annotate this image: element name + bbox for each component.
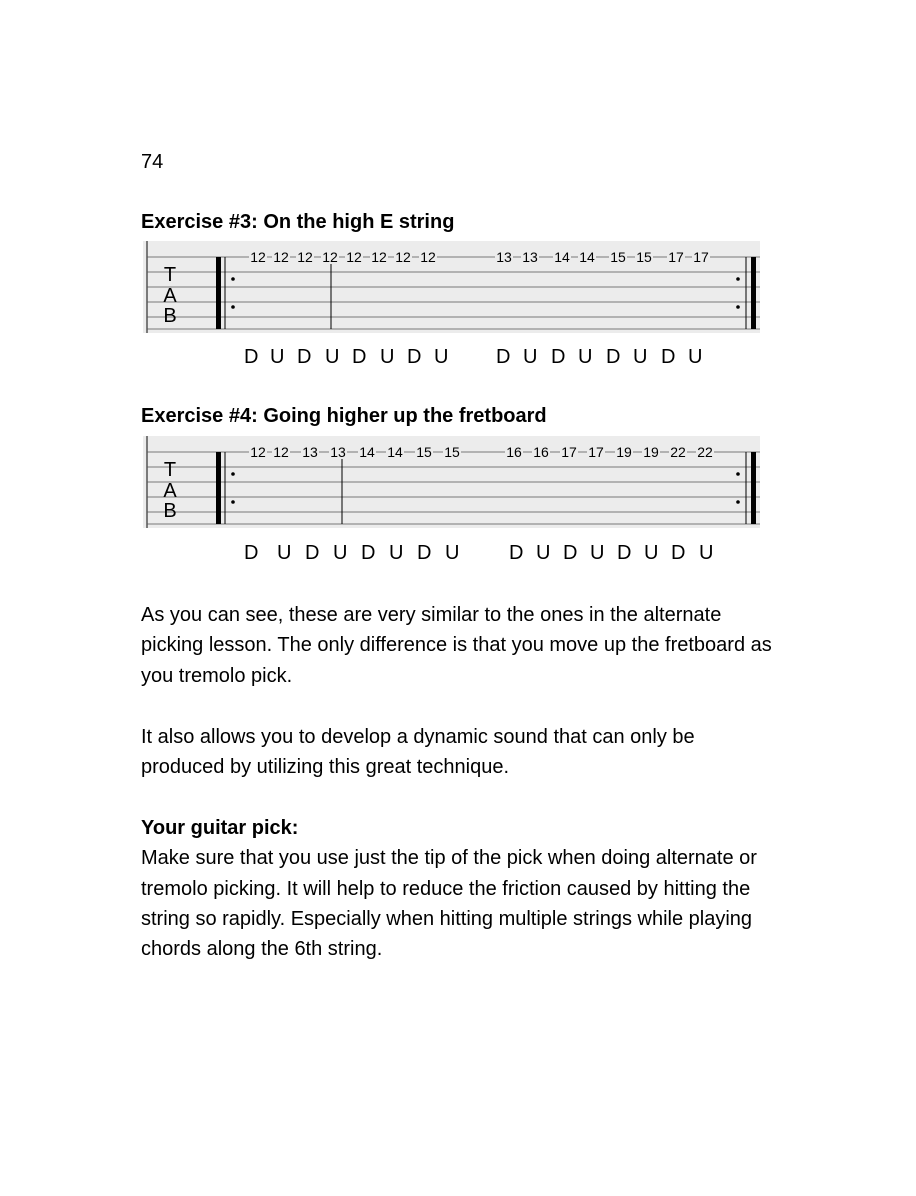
fret-number: 15 bbox=[636, 249, 652, 265]
exercise-4-strokes bbox=[0, 542, 916, 568]
fret-number: 12 bbox=[297, 249, 313, 265]
pick-stroke-down: D bbox=[509, 542, 524, 564]
pick-stroke-down: D bbox=[606, 346, 621, 368]
fret-number: 15 bbox=[610, 249, 626, 265]
fret-number: 12 bbox=[273, 249, 289, 265]
fret-number: 22 bbox=[670, 444, 686, 460]
fret-number: 12 bbox=[250, 444, 266, 460]
fret-number: 17 bbox=[588, 444, 604, 460]
fret-number: 19 bbox=[643, 444, 659, 460]
pick-stroke-down: D bbox=[244, 542, 259, 564]
pick-stroke-up: U bbox=[688, 346, 703, 368]
paragraph-dynamic-sound: It also allows you to develop a dynamic sound that can only be produced by utilizing this great technique. bbox=[141, 725, 695, 779]
tab-label-letter: A bbox=[163, 480, 177, 502]
paragraph-pick-tip: Make sure that you use just the tip of the pick when doing alternate or tremolo picking. It will help to reduce the friction caused by hitting the string so rapidly. Especially when hitting multiple strings while playing chords along the 6th string. bbox=[141, 847, 757, 961]
exercise-3-heading: Exercise #3: On the high E string bbox=[141, 211, 455, 233]
fret-number: 13 bbox=[302, 444, 318, 460]
pick-stroke-down: D bbox=[244, 346, 259, 368]
fret-number: 12 bbox=[395, 249, 411, 265]
fret-number: 12 bbox=[322, 249, 338, 265]
fret-number: 14 bbox=[554, 249, 570, 265]
pick-stroke-down: D bbox=[617, 542, 632, 564]
pick-stroke-up: U bbox=[536, 542, 551, 564]
pick-stroke-down: D bbox=[671, 542, 686, 564]
fret-number: 12 bbox=[371, 249, 387, 265]
exercise-4-tab-staff bbox=[143, 436, 760, 528]
pick-stroke-up: U bbox=[325, 346, 340, 368]
fret-number: 16 bbox=[533, 444, 549, 460]
fret-number: 14 bbox=[387, 444, 403, 460]
pick-stroke-down: D bbox=[297, 346, 312, 368]
tab-label-letter: B bbox=[163, 305, 177, 327]
fret-number: 17 bbox=[668, 249, 684, 265]
exercise-4-heading: Exercise #4: Going higher up the fretboard bbox=[141, 405, 547, 427]
body-text bbox=[141, 600, 781, 965]
pick-stroke-up: U bbox=[590, 542, 605, 564]
pick-stroke-down: D bbox=[352, 346, 367, 368]
pick-stroke-up: U bbox=[277, 542, 292, 564]
pick-stroke-down: D bbox=[417, 542, 432, 564]
tab-label-letter: A bbox=[163, 285, 177, 307]
page-number: 74 bbox=[141, 151, 164, 173]
fret-number: 15 bbox=[416, 444, 432, 460]
fret-number: 12 bbox=[250, 249, 266, 265]
fret-number: 22 bbox=[697, 444, 713, 460]
pick-stroke-down: D bbox=[661, 346, 676, 368]
pick-stroke-down: D bbox=[496, 346, 511, 368]
pick-stroke-up: U bbox=[445, 542, 460, 564]
pick-stroke-up: U bbox=[699, 542, 714, 564]
fret-number: 12 bbox=[273, 444, 289, 460]
pick-stroke-down: D bbox=[551, 346, 566, 368]
tab-label-letter: T bbox=[163, 459, 177, 481]
fret-number: 17 bbox=[693, 249, 709, 265]
fret-number: 15 bbox=[444, 444, 460, 460]
fret-number: 17 bbox=[561, 444, 577, 460]
pick-stroke-up: U bbox=[434, 346, 449, 368]
pick-stroke-down: D bbox=[563, 542, 578, 564]
fret-number: 12 bbox=[420, 249, 436, 265]
tab-label-letter: B bbox=[163, 500, 177, 522]
pick-stroke-up: U bbox=[633, 346, 648, 368]
pick-heading: Your guitar pick: bbox=[141, 816, 299, 839]
pick-stroke-up: U bbox=[523, 346, 538, 368]
fret-number: 12 bbox=[346, 249, 362, 265]
pick-stroke-up: U bbox=[578, 346, 593, 368]
fret-number: 13 bbox=[522, 249, 538, 265]
pick-stroke-up: U bbox=[380, 346, 395, 368]
pick-stroke-down: D bbox=[407, 346, 422, 368]
fret-number: 13 bbox=[330, 444, 346, 460]
pick-stroke-down: D bbox=[361, 542, 376, 564]
pick-stroke-up: U bbox=[333, 542, 348, 564]
fret-number: 16 bbox=[506, 444, 522, 460]
tab-label-letter: T bbox=[163, 264, 177, 286]
fret-number: 19 bbox=[616, 444, 632, 460]
fret-number: 13 bbox=[496, 249, 512, 265]
pick-stroke-up: U bbox=[270, 346, 285, 368]
paragraph-similarity: As you can see, these are very similar to the ones in the alternate picking lesson. The only difference is that you move up the fretboard as you tremolo pick. bbox=[141, 604, 772, 687]
fret-number: 14 bbox=[579, 249, 595, 265]
pick-stroke-up: U bbox=[644, 542, 659, 564]
exercise-3-tab-staff bbox=[143, 241, 760, 333]
exercise-3-strokes bbox=[0, 346, 916, 372]
pick-stroke-up: U bbox=[389, 542, 404, 564]
pick-stroke-down: D bbox=[305, 542, 320, 564]
fret-number: 14 bbox=[359, 444, 375, 460]
